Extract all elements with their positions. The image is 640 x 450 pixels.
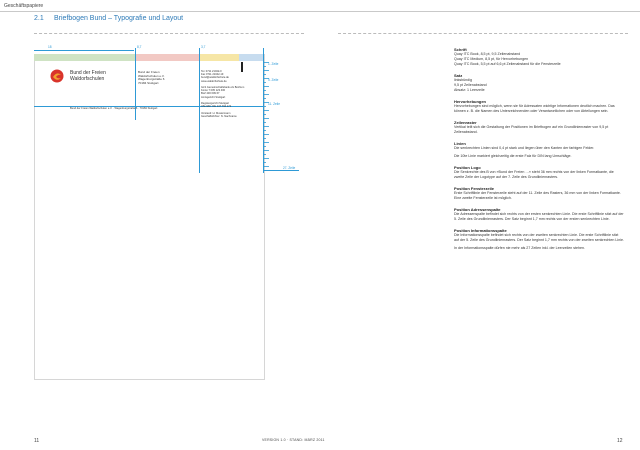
grid-tick [263, 134, 269, 135]
spec-paragraph: Vertikal teilt sich die Gestaltung der Positionen im Briefbogen auf ein Grundlinienraster von 9,5 pt Zeilenabstand. [454, 125, 609, 134]
grid-tick [263, 86, 269, 87]
footer-version: VERSION 1.0 · STAND: MÄRZ 2011 [262, 438, 325, 442]
spec-paragraph: Die Informationsspalte befindet sich rechts von der zweiten senkrechten Linie. Die erste Schriftlinie sitzt auf der 5. Zeile des Grundlinienrasters. Der Satz beginnt 1,7 mm rechts von der zweiten senkrechten Linie. [454, 233, 624, 242]
right-page-divider [338, 33, 628, 34]
info-line: Konto 7 005 123 400 [201, 89, 226, 93]
spec-column [454, 47, 624, 251]
grid-tick [263, 118, 269, 119]
section-number: 2.1 [34, 15, 44, 22]
dimension-label: 18 [48, 45, 52, 49]
line-label: 27. Zeile [283, 166, 296, 170]
grid-tick [263, 138, 266, 139]
guide-last-line [263, 170, 299, 171]
spec-paragraph: Quay ITC Book, 8,5 pt, 9,5 Zeilenabstand [454, 52, 521, 56]
info-line: www.waldorfschule.de [201, 79, 227, 83]
spec-heading: Position Adressenspalte [454, 207, 501, 212]
address-line: Waldorfschulen e.V. [138, 73, 165, 78]
line-label: 1. Zeile [268, 62, 279, 66]
brand-line: Waldorfschulen [70, 76, 105, 82]
spec-heading: Zeilenraster [454, 120, 477, 125]
guide-vertical-2 [199, 48, 200, 173]
info-line: BLZ 430 609 67 [201, 92, 220, 96]
grid-tick [263, 122, 266, 123]
breadcrumb: Geschäftspapiere [4, 3, 44, 9]
spec-paragraph: Quay ITC Book, 5,5 pt auf 6,6 pt Zeilenabstand für die Fensterzeile [454, 62, 561, 66]
grid-tick [263, 130, 266, 131]
spec-paragraph: In der Informationsspalte dürfen nie mehr als 27 Zeilen inkl. der Leerzeilen stehen. [454, 246, 586, 250]
dimension-label: 3,7 [201, 45, 206, 49]
guide-horizontal-top [34, 50, 134, 51]
spec-paragraph: Die Adressenspalte befindet sich rechts von der ersten senkrechten Linie. Die erste Schriftlinie sitzt auf der 5. Zeile des Grundlinienrasters. Der Satz beginnt 1,7 mm rechts von der ersten senkrechten Linie. [454, 212, 624, 221]
logo-icon [50, 69, 64, 83]
page-number-right: 12 [617, 438, 623, 444]
grid-tick [263, 74, 266, 75]
dimension-label: 8,7 [137, 45, 142, 49]
grid-tick [263, 62, 269, 63]
spec-heading: Position Logo [454, 165, 481, 170]
spec-paragraph: linksbündig [454, 78, 472, 82]
sender-line: Bund der Freien Waldorfschulen e.V. · Wagenburgstraße 6 · 70184 Stuttgart [70, 107, 158, 110]
spec-paragraph: Hervorhebungen sind möglich, wenn sie für Adressaten wichtige Informationen deutlich machen. Das können z. B. die Namen des Unterzeichnenden oder Verantwortlichen oder von Abteilungen sein. [454, 104, 615, 113]
grid-tick [263, 94, 269, 95]
address-line: Bund der Freien [138, 70, 160, 74]
grid-tick [263, 90, 266, 91]
grid-tick [263, 70, 269, 71]
page-title: Briefbogen Bund – Typografie und Layout [54, 15, 184, 22]
info-line: Registergericht Stuttgart [201, 102, 229, 106]
grid-tick [263, 102, 269, 103]
grid-tick [263, 146, 266, 147]
grid-tick [263, 126, 269, 127]
brand-line: Bund der Freien [70, 70, 106, 76]
info-line: Fax 0711 21042-19 [201, 73, 224, 77]
info-line: bund@waldorfschule.de [201, 76, 229, 80]
line-label: 5. Zeile [268, 78, 279, 82]
brand-wordmark [70, 70, 106, 82]
spec-paragraph: 9,5 pt Zeilenabstand [454, 83, 487, 87]
grid-tick [263, 166, 269, 167]
band-green [34, 54, 135, 61]
info-line: USt-IdNr. DE 147 794 172 [201, 105, 232, 109]
spec-paragraph: Die 10te Linie markiert gleichzeitig die erste Falz für DIN lang Umschläge. [454, 154, 572, 158]
grid-tick [263, 110, 269, 111]
spec-paragraph: Erste Schriftlinie der Fensterzeile steht auf der 11. Zeile des Rasters, 36 mm von der linken Formatkante. Eine zweite Fensterzeile ist möglich. [454, 191, 621, 200]
info-line: GLS Gemeinschaftsbank eG Bochum [201, 86, 245, 90]
spec-heading: Position Fensterzeile [454, 186, 495, 191]
spec-heading: Schrift [454, 47, 467, 52]
address-line: 70184 Stuttgart [138, 80, 159, 85]
band-red [135, 54, 199, 61]
info-column [201, 70, 261, 118]
info-line: Amtsgericht Stuttgart [201, 95, 226, 99]
grid-tick [263, 142, 269, 143]
grid-tick [263, 162, 266, 163]
grid-tick [263, 66, 266, 67]
grid-tick [263, 78, 269, 79]
header-rule [0, 11, 640, 12]
left-page-divider [34, 33, 304, 34]
grid-tick [263, 154, 266, 155]
info-line: Vorstand: H. Mustermann [201, 111, 231, 115]
spec-heading: Position Informationsspalte [454, 228, 507, 233]
spec-heading: Linien [454, 141, 466, 146]
grid-tick [263, 106, 266, 107]
info-line: Tel. 0711 21042-0 [201, 70, 222, 73]
spec-paragraph: Die senkrechten Linien sind 0,4 pt stark und liegen über den Kanten der farbigen Felder. [454, 146, 595, 150]
address-line: Wagenburgstraße 6 [138, 77, 165, 82]
grid-tick [263, 114, 266, 115]
spec-paragraph: Quay ITC Medium, 8,5 pt, für Hervorhebungen [454, 57, 529, 61]
line-label: 11. Zeile [268, 102, 280, 106]
band-blue [239, 54, 263, 61]
info-line: Geschäftsführer: N. Nachname [201, 114, 237, 118]
grid-tick [263, 150, 269, 151]
spec-heading: Hervorhebungen [454, 99, 487, 104]
grid-tick [263, 98, 266, 99]
grid-tick [263, 82, 266, 83]
address-column [138, 71, 164, 85]
band-yellow [199, 54, 239, 61]
page-number-left: 11 [34, 438, 40, 444]
spec-paragraph: Die Senkrechte des B von »Bund der Freien …« steht 36 mm rechts von der linken Formatkante, die zweite Zeile der Logotype auf der 7. Zeile des Grundlinienrasters. [454, 170, 614, 179]
grid-tick [263, 158, 269, 159]
spec-paragraph: Absatz: 1 Leerzeile [454, 88, 485, 92]
spec-heading: Satz [454, 73, 463, 78]
